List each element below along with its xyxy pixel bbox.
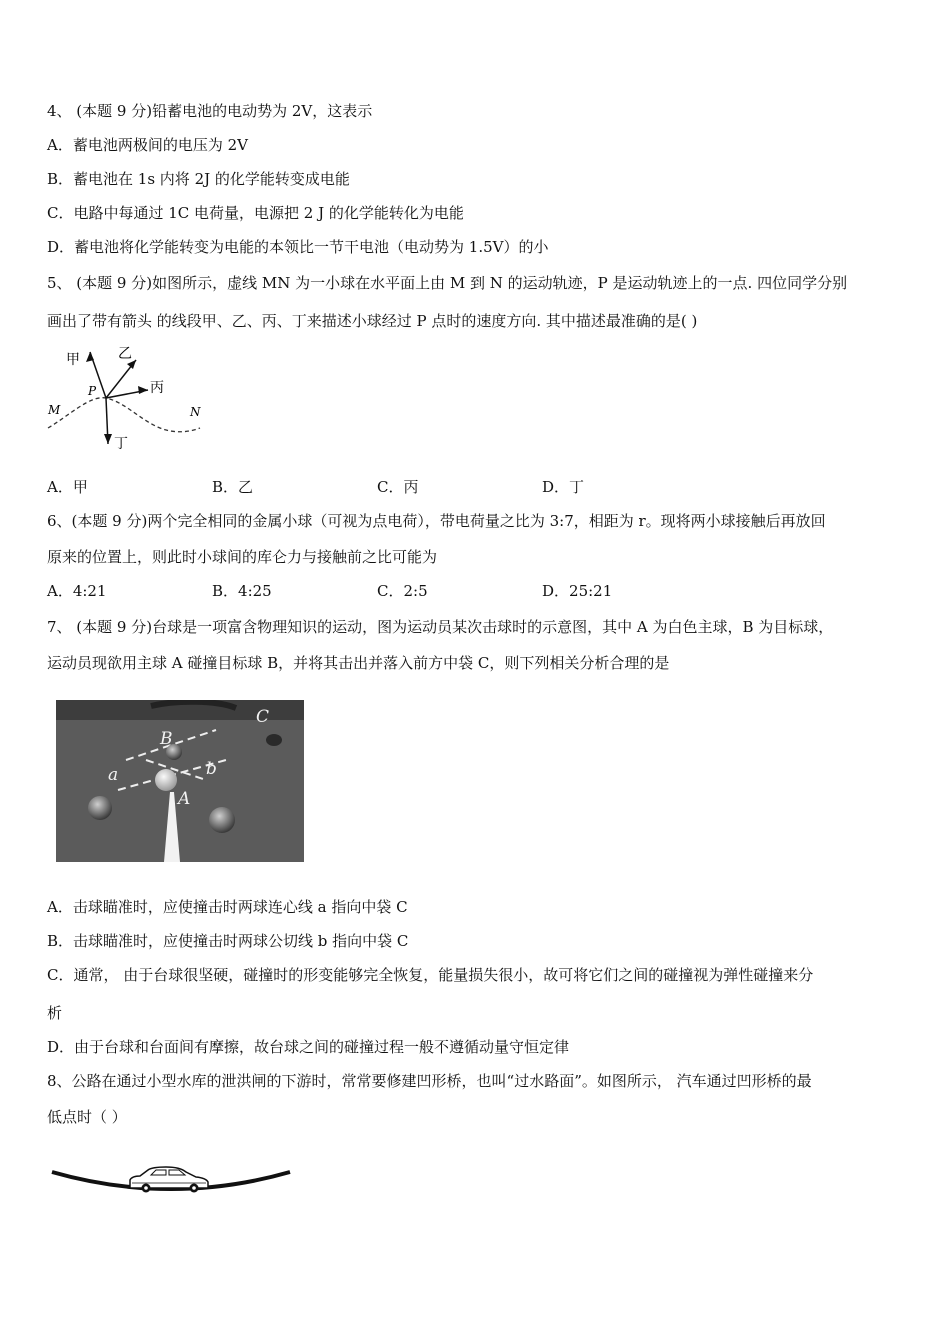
- label-jia: 甲: [66, 352, 80, 368]
- ball-a: [155, 769, 177, 791]
- q5-option-d: D．丁: [542, 478, 585, 496]
- q7-billiards-photo: [56, 700, 304, 862]
- q7-option-c-cont: 析: [47, 1004, 63, 1022]
- q7-option-d: D．由于台球和台面间有摩擦，故台球之间的碰撞过程一般不遵循动量守恒定律: [47, 1038, 570, 1056]
- label-ball-b: B: [160, 729, 173, 749]
- q4-stem: 4、 (本题 9 分)铅蓄电池的电动势为 2V，这表示: [47, 102, 373, 120]
- ball-right: [209, 807, 235, 833]
- q4-option-a: A．蓄电池两极间的电压为 2V: [47, 136, 248, 154]
- pocket-c: [266, 734, 282, 746]
- q7-option-b: B．击球瞄准时，应使撞击时两球公切线 b 指向中袋 C: [47, 932, 409, 950]
- q6-stem-line1: 6、(本题 9 分)两个完全相同的金属小球（可视为点电荷），带电荷量之比为 3:7，相距为 r。现将两小球接触后再放回: [47, 512, 826, 530]
- q5-option-a: A．甲: [47, 478, 88, 496]
- label-bing: 丙: [150, 380, 164, 396]
- mn-trajectory: [48, 398, 200, 432]
- ball-left: [88, 796, 112, 820]
- q8-stem-line1: 8、公路在通过小型水库的泄洪闸的下游时，常常要修建凹形桥，也叫“过水路面”。如图所示， 汽车通过凹形桥的最: [47, 1072, 812, 1090]
- q5-option-b: B．乙: [212, 478, 254, 496]
- q7-stem-line2: 运动员现欲用主球 A 碰撞目标球 B，并将其击出并落入前方中袋 C，则下列相关分析合理的是: [47, 654, 670, 672]
- label-ding: 丁: [114, 436, 128, 452]
- car-icon: [130, 1167, 208, 1193]
- q4-option-d: D．蓄电池将化学能转变为电能的本领比一节干电池（电动势为 1.5V）的小: [47, 238, 549, 256]
- label-m: M: [48, 403, 61, 417]
- q4-option-b: B．蓄电池在 1s 内将 2J 的化学能转变成电能: [47, 170, 350, 188]
- label-pocket-c: C: [256, 707, 270, 727]
- q6-option-b: B．4:25: [212, 582, 272, 600]
- q6-option-a: A．4:21: [47, 582, 107, 600]
- label-ball-a: A: [178, 789, 191, 809]
- q4-option-c: C．电路中每通过 1C 电荷量，电源把 2 J 的化学能转化为电能: [47, 204, 464, 222]
- arrow-ding-head: [104, 434, 112, 444]
- q6-option-c: C．2:5: [377, 582, 428, 600]
- q7-stem-line1: 7、 (本题 9 分)台球是一项富含物理知识的运动，图为运动员某次击球时的示意图，其中 A 为白色主球，B 为目标球，: [47, 618, 834, 636]
- label-p: P: [88, 384, 97, 398]
- q7-option-c: C．通常， 由于台球很坚硬，碰撞时的形变能够完全恢复，能量损失很小，故可将它们之间的碰撞视为弹性碰撞来分: [47, 966, 814, 984]
- q7-option-a: A．击球瞄准时，应使撞击时两球连心线 a 指向中袋 C: [47, 898, 408, 916]
- q5-option-c: C．丙: [377, 478, 419, 496]
- label-yi: 乙: [118, 346, 132, 362]
- q6-option-d: D．25:21: [542, 582, 613, 600]
- q5-velocity-figure: [40, 340, 220, 460]
- label-b-line: b: [206, 759, 217, 779]
- label-a-line: a: [108, 765, 119, 785]
- q8-stem-line2: 低点时（ ）: [47, 1108, 127, 1126]
- q6-stem-line2: 原来的位置上，则此时小球间的库仑力与接触前之比可能为: [47, 548, 438, 566]
- label-n: N: [190, 405, 201, 419]
- q5-stem-line1: 5、 (本题 9 分)如图所示，虚线 MN 为一小球在水平面上由 M 到 N 的运动轨迹，P 是运动轨迹上的一点. 四位同学分别: [47, 274, 848, 292]
- arrow-bing-head: [138, 386, 148, 394]
- q5-stem-line2: 画出了带有箭头 的线段甲、乙、丙、丁来描述小球经过 P 点时的速度方向. 其中描述最准确的是( ): [47, 312, 698, 330]
- q8-concave-bridge-figure: [48, 1158, 294, 1198]
